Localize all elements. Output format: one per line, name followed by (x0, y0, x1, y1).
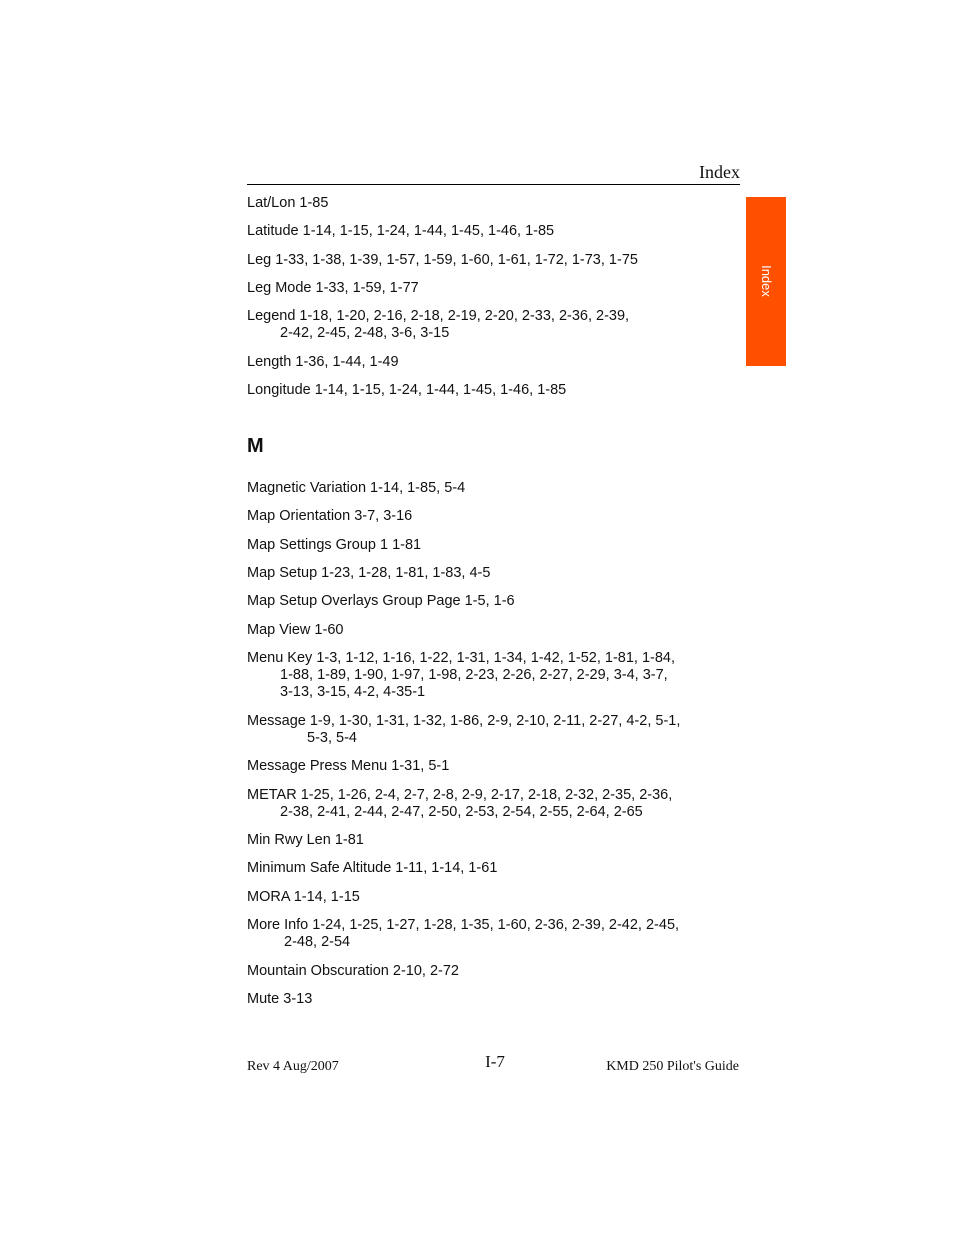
entry-line: Map Orientation 3-7, 3-16 (247, 508, 413, 524)
index-entry-message (247, 713, 717, 747)
index-entry-leg (247, 252, 717, 269)
entry-line: MORA 1-14, 1-15 (247, 889, 360, 905)
index-entry-more-info (247, 917, 717, 951)
entry-continuation-line: 3-13, 3-15, 4-2, 4-35-1 (280, 684, 426, 700)
entry-line: Length 1-36, 1-44, 1-49 (247, 354, 399, 370)
entry-line: Map Setup Overlays Group Page 1-5, 1-6 (247, 593, 515, 609)
index-entry-lat-lon (247, 195, 717, 212)
entry-continuation-line: 2-48, 2-54 (284, 934, 351, 950)
index-entry-mora (247, 889, 717, 906)
entry-line: METAR 1-25, 1-26, 2-4, 2-7, 2-8, 2-9, 2-17, 2-18, 2-32, 2-35, 2-36, (247, 787, 673, 803)
entry-line: Leg Mode 1-33, 1-59, 1-77 (247, 280, 419, 296)
index-entry-legend (247, 308, 717, 342)
footer-revision: Rev 4 Aug/2007 (247, 1059, 339, 1074)
entry-line: Latitude 1-14, 1-15, 1-24, 1-44, 1-45, 1-46, 1-85 (247, 223, 555, 239)
index-entry-message-press-menu (247, 758, 717, 775)
index-entry-metar (247, 787, 717, 821)
entry-line: Menu Key 1-3, 1-12, 1-16, 1-22, 1-31, 1-34, 1-42, 1-52, 1-81, 1-84, (247, 650, 676, 666)
entry-line: Mute 3-13 (247, 991, 313, 1007)
index-entry-menu-key (247, 650, 717, 701)
entry-line: Message 1-9, 1-30, 1-31, 1-32, 1-86, 2-9, 2-10, 2-11, 2-27, 4-2, 5-1, (247, 713, 681, 729)
index-entry-length (247, 354, 717, 371)
index-entry-longitude (247, 382, 717, 399)
entry-line: Legend 1-18, 1-20, 2-16, 2-18, 2-19, 2-20, 2-33, 2-36, 2-39, (247, 308, 630, 324)
index-entry-map-settings-group (247, 537, 717, 554)
entry-line: Map Settings Group 1 1-81 (247, 537, 422, 553)
header-rule (247, 184, 740, 185)
index-entry-map-setup-overlays (247, 593, 717, 610)
index-side-tab (746, 197, 786, 366)
entry-continuation-line: 2-38, 2-41, 2-44, 2-47, 2-50, 2-53, 2-54, 2-55, 2-64, 2-65 (280, 804, 643, 820)
entry-line: Min Rwy Len 1-81 (247, 832, 364, 848)
footer-page-number: I-7 (485, 1052, 505, 1071)
entry-line: Map Setup 1-23, 1-28, 1-81, 1-83, 4-5 (247, 565, 491, 581)
footer-guide-title: KMD 250 Pilot's Guide (606, 1059, 739, 1074)
entry-line: Minimum Safe Altitude 1-11, 1-14, 1-61 (247, 860, 498, 876)
index-entry-map-orientation (247, 508, 717, 525)
entry-line: Message Press Menu 1-31, 5-1 (247, 758, 450, 774)
entry-line: Lat/Lon 1-85 (247, 195, 329, 211)
index-entry-min-rwy-len (247, 832, 717, 849)
index-entry-mountain-obscuration (247, 963, 717, 980)
index-entry-minimum-safe-altitude (247, 860, 717, 877)
index-entry-latitude (247, 223, 717, 240)
entry-line: Mountain Obscuration 2-10, 2-72 (247, 963, 459, 979)
entry-line: Longitude 1-14, 1-15, 1-24, 1-44, 1-45, 1-46, 1-85 (247, 382, 567, 398)
entry-line: Magnetic Variation 1-14, 1-85, 5-4 (247, 480, 466, 496)
page-header-title: Index (699, 162, 740, 182)
index-entry-leg-mode (247, 280, 717, 297)
index-entry-magnetic-variation (247, 480, 717, 497)
entry-line: Map View 1-60 (247, 622, 344, 638)
section-heading-m: M (247, 435, 264, 457)
side-tab-label: Index (759, 265, 774, 297)
entry-continuation-line: 2-42, 2-45, 2-48, 3-6, 3-15 (280, 325, 450, 341)
entry-line: Leg 1-33, 1-38, 1-39, 1-57, 1-59, 1-60, 1-61, 1-72, 1-73, 1-75 (247, 252, 638, 268)
entry-continuation-line: 1-88, 1-89, 1-90, 1-97, 1-98, 2-23, 2-26, 2-27, 2-29, 3-4, 3-7, (280, 667, 668, 683)
index-entry-mute (247, 991, 717, 1008)
index-entry-map-view (247, 622, 717, 639)
entry-continuation-line: 5-3, 5-4 (307, 730, 357, 746)
entry-line: More Info 1-24, 1-25, 1-27, 1-28, 1-35, 1-60, 2-36, 2-39, 2-42, 2-45, (247, 917, 680, 933)
index-entry-map-setup (247, 565, 717, 582)
